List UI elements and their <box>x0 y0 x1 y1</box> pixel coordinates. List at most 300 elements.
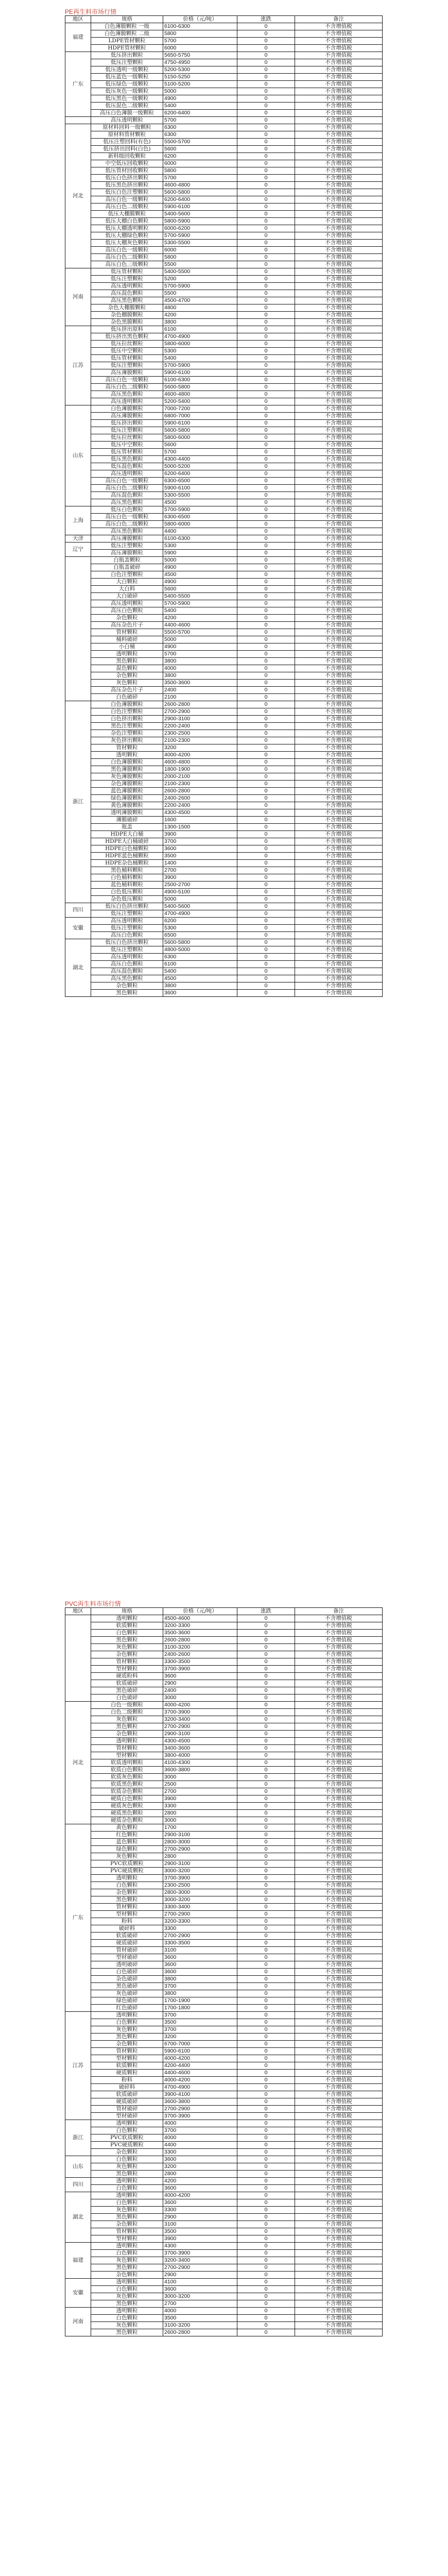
change-cell: 0 <box>237 2055 295 2062</box>
product-cell: 高压混色颗粒 <box>91 492 163 499</box>
price-cell: 4600-4800 <box>163 391 237 398</box>
price-cell: 2700-2900 <box>163 1846 237 1853</box>
table-row <box>65 333 383 341</box>
note-cell: 不含增值税 <box>295 131 383 139</box>
price-cell: 5600-5800 <box>163 939 237 946</box>
note-cell: 不含增值税 <box>295 1630 383 1637</box>
product-cell: 灰色挤出颗粒 <box>91 737 163 744</box>
change-cell: 0 <box>237 153 295 160</box>
product-cell: HDPE大白桶破碎 <box>91 838 163 845</box>
product-cell: 白色颗粒 <box>91 1882 163 1889</box>
product-cell: 高压白色二级颗粒 <box>91 254 163 261</box>
price-cell: 4000-4200 <box>163 752 237 759</box>
table-row <box>65 2098 383 2106</box>
change-cell: 0 <box>237 1961 295 1969</box>
note-cell: 不含增值税 <box>295 88 383 95</box>
note-cell: 不含增值税 <box>295 550 383 557</box>
price-table-1 <box>65 15 383 997</box>
table-row <box>65 2091 383 2098</box>
note-cell: 不含增值税 <box>295 1990 383 1997</box>
note-cell: 不含增值税 <box>295 1961 383 1969</box>
product-cell: 高压透明颗粒 <box>91 470 163 478</box>
note-cell: 不含增值税 <box>295 629 383 636</box>
change-cell: 0 <box>237 254 295 261</box>
table-row <box>65 377 383 384</box>
change-cell: 0 <box>237 809 295 817</box>
product-cell: 黑色颗粒 <box>91 2329 163 2336</box>
note-cell: 不含增值税 <box>295 1969 383 1976</box>
change-cell: 0 <box>237 160 295 167</box>
price-cell: 6000 <box>163 160 237 167</box>
change-cell: 0 <box>237 968 295 975</box>
product-cell: 黑色颗粒 <box>91 2033 163 2041</box>
product-cell: 黑色薄膜颗粒 <box>91 766 163 773</box>
change-cell: 0 <box>237 2250 295 2257</box>
price-cell: 6300 <box>163 131 237 139</box>
note-cell: 不含增值税 <box>295 1853 383 1860</box>
table-row <box>65 1904 383 1911</box>
table-row <box>65 1731 383 1738</box>
product-cell: 高压黑色颗粒 <box>91 528 163 535</box>
price-cell: 6300 <box>163 954 237 961</box>
price-cell: 4700-4900 <box>163 2084 237 2091</box>
note-cell: 不含增值税 <box>295 2214 383 2221</box>
product-cell: 管材颗粒 <box>91 744 163 752</box>
change-cell: 0 <box>237 268 295 276</box>
change-cell: 0 <box>237 643 295 651</box>
change-cell: 0 <box>237 312 295 319</box>
note-cell: 不含增值税 <box>295 427 383 434</box>
note-cell: 不含增值税 <box>295 773 383 781</box>
note-cell: 不含增值税 <box>295 124 383 131</box>
price-cell: 4400-4600 <box>163 622 237 629</box>
note-cell: 不含增值税 <box>295 355 383 362</box>
change-cell: 0 <box>237 1990 295 1997</box>
note-cell: 不含增值税 <box>295 1644 383 1651</box>
table-row <box>65 1875 383 1882</box>
note-cell: 不含增值税 <box>295 2178 383 2185</box>
price-cell: 5400 <box>163 103 237 110</box>
note-cell: 不含增值税 <box>295 2250 383 2257</box>
price-cell: 5700 <box>163 449 237 456</box>
region-cell: 辽宁 <box>65 543 91 557</box>
change-cell: 0 <box>237 867 295 874</box>
table-row <box>65 30 383 38</box>
header-region: 地区 <box>65 1608 91 1615</box>
product-cell: 透明破碎 <box>91 1961 163 1969</box>
table-row <box>65 824 383 831</box>
table-row <box>65 2178 383 2185</box>
note-cell: 不含增值税 <box>295 283 383 290</box>
note-cell: 不含增值税 <box>295 442 383 449</box>
region-cell: 湖北 <box>65 939 91 997</box>
product-cell: 低压管材颗粒 <box>91 355 163 362</box>
price-cell: 3700 <box>163 1983 237 1990</box>
price-cell: 6100 <box>163 961 237 968</box>
change-cell: 0 <box>237 925 295 932</box>
note-cell: 不含增值税 <box>295 117 383 124</box>
product-cell: 杂色破碎 <box>91 1976 163 1983</box>
product-cell: 瓶盖 <box>91 824 163 831</box>
table-row <box>65 2257 383 2264</box>
product-cell: 软质颗粒 <box>91 2062 163 2070</box>
note-cell: 不含增值税 <box>295 326 383 333</box>
price-cell: 5800-6000 <box>163 341 237 348</box>
note-cell: 不含增值税 <box>295 1658 383 1666</box>
change-cell: 0 <box>237 2070 295 2077</box>
product-cell: 杂色注塑颗粒 <box>91 730 163 737</box>
change-cell: 0 <box>237 1622 295 1630</box>
product-cell: 高压白色二级颗粒 <box>91 485 163 492</box>
change-cell: 0 <box>237 514 295 521</box>
change-cell: 0 <box>237 2041 295 2048</box>
change-cell: 0 <box>237 1817 295 1824</box>
note-cell: 不含增值税 <box>295 254 383 261</box>
table-row <box>65 362 383 369</box>
change-cell: 0 <box>237 889 295 896</box>
price-cell: 3600 <box>163 1673 237 1680</box>
change-cell: 0 <box>237 896 295 903</box>
note-cell: 不含增值税 <box>295 954 383 961</box>
product-cell: 低压挤出原料 <box>91 326 163 333</box>
table-row <box>65 680 383 687</box>
change-cell: 0 <box>237 405 295 413</box>
price-cell: 4900 <box>163 564 237 571</box>
price-cell: 5200-5400 <box>163 398 237 405</box>
table-row <box>65 131 383 139</box>
table-row <box>65 247 383 254</box>
change-cell: 0 <box>237 283 295 290</box>
change-cell: 0 <box>237 2156 295 2163</box>
price-cell: 6200-6400 <box>163 110 237 117</box>
price-cell: 1600 <box>163 817 237 824</box>
change-cell: 0 <box>237 189 295 196</box>
note-cell: 不含增值税 <box>295 1904 383 1911</box>
change-cell: 0 <box>237 853 295 860</box>
price-cell: 4100 <box>163 2279 237 2286</box>
change-cell: 0 <box>237 2033 295 2041</box>
note-cell: 不含增值税 <box>295 1702 383 1709</box>
change-cell: 0 <box>237 586 295 593</box>
table-row <box>65 759 383 766</box>
product-cell: 低压注塑颗粒 <box>91 946 163 954</box>
price-cell: 5800 <box>163 30 237 38</box>
product-cell: 透明颗粒 <box>91 1738 163 1745</box>
change-cell: 0 <box>237 1911 295 1918</box>
product-cell: 硬质黑色颗粒 <box>91 1810 163 1817</box>
product-cell: 硬质粉料 <box>91 1673 163 1680</box>
product-cell: 低压注塑颗粒 <box>91 925 163 932</box>
price-cell: 5000 <box>163 88 237 95</box>
price-cell: 2900-3100 <box>163 1731 237 1738</box>
change-cell: 0 <box>237 492 295 499</box>
product-cell: 低压注塑颗粒 <box>91 543 163 550</box>
price-cell: 2900 <box>163 2272 237 2279</box>
change-cell: 0 <box>237 1702 295 1709</box>
product-cell: 黑色颗粒 <box>91 2300 163 2308</box>
product-cell: 绿色颗粒 <box>91 1846 163 1853</box>
table-row <box>65 1752 383 1759</box>
change-cell: 0 <box>237 456 295 463</box>
table-row <box>65 2264 383 2272</box>
price-cell: 4600-4800 <box>163 759 237 766</box>
product-cell: 高压混色颗粒 <box>91 290 163 297</box>
price-cell: 3600 <box>163 2156 237 2163</box>
note-cell: 不含增值税 <box>295 651 383 658</box>
change-cell: 0 <box>237 377 295 384</box>
product-cell: 杂色大棚膜颗粒 <box>91 304 163 312</box>
product-cell: 白色桶料颗粒 <box>91 874 163 882</box>
change-cell: 0 <box>237 1969 295 1976</box>
note-cell: 不含增值税 <box>295 925 383 932</box>
product-cell: 杂色黑膜颗粒 <box>91 319 163 326</box>
price-cell: 4000 <box>163 2120 237 2127</box>
price-cell: 6200 <box>163 918 237 925</box>
note-cell: 不含增值税 <box>295 478 383 485</box>
change-cell: 0 <box>237 45 295 52</box>
product-cell: 低压注塑颗粒 <box>91 276 163 283</box>
note-cell: 不含增值税 <box>295 1817 383 1824</box>
header-product: 规格 <box>91 16 163 23</box>
price-cell: 5700-5900 <box>163 283 237 290</box>
note-cell: 不含增值税 <box>295 30 383 38</box>
change-cell: 0 <box>237 2308 295 2315</box>
product-cell: 灰色薄膜颗粒 <box>91 773 163 781</box>
table-row <box>65 557 383 564</box>
table-row <box>65 550 383 557</box>
table-row <box>65 326 383 333</box>
table-row <box>65 52 383 59</box>
product-cell: 型材破碎 <box>91 2113 163 2120</box>
change-cell: 0 <box>237 817 295 824</box>
change-cell: 0 <box>237 319 295 326</box>
note-cell: 不含增值税 <box>295 2308 383 2315</box>
note-cell: 不含增值税 <box>295 2113 383 2120</box>
change-cell: 0 <box>237 81 295 88</box>
product-cell: 杂色颗粒 <box>91 1731 163 1738</box>
region-cell: 浙江 <box>65 2120 91 2156</box>
table-row <box>65 38 383 45</box>
note-cell: 不含增值税 <box>295 449 383 456</box>
price-cell: 4500 <box>163 975 237 982</box>
price-cell: 4300 <box>163 2243 237 2250</box>
table-row <box>65 2127 383 2134</box>
product-cell: 透明颗粒 <box>91 752 163 759</box>
change-cell: 0 <box>237 124 295 131</box>
header-note: 备注 <box>295 1608 383 1615</box>
change-cell: 0 <box>237 1759 295 1767</box>
table-row <box>65 2033 383 2041</box>
change-cell: 0 <box>237 716 295 723</box>
product-cell: 管材颗粒 <box>91 1745 163 1752</box>
price-cell: 3800 <box>163 1976 237 1983</box>
note-cell: 不含增值税 <box>295 2062 383 2070</box>
region-cell: 浙江 <box>65 701 91 903</box>
note-cell: 不含增值税 <box>295 910 383 918</box>
price-cell: 3200-3400 <box>163 1716 237 1723</box>
change-cell: 0 <box>237 564 295 571</box>
note-cell: 不含增值税 <box>295 1925 383 1933</box>
change-cell: 0 <box>237 1954 295 1961</box>
note-cell: 不含增值税 <box>295 391 383 398</box>
header-price: 价格（元/吨） <box>163 16 237 23</box>
product-cell: 高压杂色片子 <box>91 622 163 629</box>
price-cell: 3200-3400 <box>163 2257 237 2264</box>
price-cell: 3000-3200 <box>163 2293 237 2300</box>
product-cell: 高压白色一级颗粒 <box>91 478 163 485</box>
price-cell: 2800 <box>163 1853 237 1860</box>
change-cell: 0 <box>237 845 295 853</box>
price-cell: 2700-2900 <box>163 2106 237 2113</box>
table-row <box>65 543 383 550</box>
product-cell: 高压白色二级颗粒 <box>91 521 163 528</box>
note-cell: 不含增值税 <box>295 975 383 982</box>
note-cell: 不含增值税 <box>295 1651 383 1658</box>
change-cell: 0 <box>237 1810 295 1817</box>
product-cell: 软质白色颗粒 <box>91 1767 163 1774</box>
price-cell: 2900-3100 <box>163 716 237 723</box>
change-cell: 0 <box>237 1630 295 1637</box>
change-cell: 0 <box>237 2286 295 2293</box>
note-cell: 不含增值税 <box>295 1716 383 1723</box>
table-row <box>65 607 383 615</box>
table-row <box>65 146 383 153</box>
note-cell: 不含增值税 <box>295 2192 383 2199</box>
table-row <box>65 629 383 636</box>
note-cell: 不含增值税 <box>295 759 383 766</box>
table-row <box>65 2192 383 2199</box>
table-row <box>65 622 383 629</box>
price-cell: 2700 <box>163 867 237 874</box>
product-cell: 杂色棚膜颗粒 <box>91 312 163 319</box>
table-row <box>65 990 383 997</box>
note-cell: 不含增值税 <box>295 946 383 954</box>
table-row <box>65 672 383 680</box>
note-cell: 不含增值税 <box>295 506 383 514</box>
price-cell: 4000-4200 <box>163 1702 237 1709</box>
table-row <box>65 2207 383 2214</box>
note-cell: 不含增值税 <box>295 543 383 550</box>
change-cell: 0 <box>237 413 295 420</box>
region-cell: 四川 <box>65 903 91 918</box>
table-row <box>65 160 383 167</box>
price-cell: 4400-4600 <box>163 2070 237 2077</box>
note-cell: 不含增值税 <box>295 1723 383 1731</box>
change-cell: 0 <box>237 535 295 543</box>
change-cell: 0 <box>237 701 295 708</box>
change-cell: 0 <box>237 2192 295 2199</box>
change-cell: 0 <box>237 658 295 665</box>
table-row <box>65 946 383 954</box>
product-cell: 透明颗粒 <box>91 1875 163 1882</box>
table-row <box>65 2048 383 2055</box>
note-cell: 不含增值税 <box>295 1918 383 1925</box>
product-cell: 中空低压回收颗粒 <box>91 160 163 167</box>
price-cell: 6800-7000 <box>163 413 237 420</box>
price-cell: 4500 <box>163 571 237 579</box>
change-cell: 0 <box>237 1752 295 1759</box>
table-row <box>65 478 383 485</box>
price-cell: 2800-3000 <box>163 1889 237 1896</box>
change-cell: 0 <box>237 557 295 564</box>
change-cell: 0 <box>237 478 295 485</box>
table-row <box>65 716 383 723</box>
note-cell: 不含增值税 <box>295 1846 383 1853</box>
note-cell: 不含增值税 <box>295 838 383 845</box>
note-cell: 不含增值税 <box>295 521 383 528</box>
table-row <box>65 2286 383 2293</box>
product-cell: 高压薄膜颗粒 <box>91 413 163 420</box>
product-cell: 白色颗粒 <box>91 2185 163 2192</box>
region-cell: 上海 <box>65 506 91 535</box>
change-cell: 0 <box>237 2134 295 2142</box>
product-cell: 型材颗粒 <box>91 2055 163 2062</box>
price-cell: 3900 <box>163 831 237 838</box>
note-cell: 不含增值税 <box>295 2019 383 2026</box>
region-cell: 四川 <box>65 2178 91 2192</box>
header-change: 涨跌 <box>237 16 295 23</box>
note-cell: 不含增值税 <box>295 607 383 615</box>
note-cell: 不含增值税 <box>295 1687 383 1694</box>
change-cell: 0 <box>237 579 295 586</box>
table-row <box>65 2250 383 2257</box>
table-row <box>65 1702 383 1709</box>
change-cell: 0 <box>237 730 295 737</box>
table-row <box>65 1911 383 1918</box>
product-cell: 灰色颗粒 <box>91 1644 163 1651</box>
price-cell: 3000 <box>163 1774 237 1781</box>
change-cell: 0 <box>237 485 295 492</box>
table-row <box>65 1940 383 1947</box>
change-cell: 0 <box>237 2106 295 2113</box>
price-cell: 4000-4200 <box>163 2192 237 2199</box>
price-cell: 3000 <box>163 1817 237 1824</box>
change-cell: 0 <box>237 1918 295 1925</box>
note-cell: 不含增值税 <box>295 1940 383 1947</box>
change-cell: 0 <box>237 59 295 66</box>
change-cell: 0 <box>237 211 295 218</box>
price-cell: 4000 <box>163 665 237 672</box>
note-cell: 不含增值税 <box>295 348 383 355</box>
change-cell: 0 <box>237 2098 295 2106</box>
note-cell: 不含增值税 <box>295 2149 383 2156</box>
note-cell: 不含增值税 <box>295 1824 383 1832</box>
change-cell: 0 <box>237 218 295 225</box>
product-cell: 破碎料 <box>91 2084 163 2091</box>
change-cell: 0 <box>237 1947 295 1954</box>
price-cell: 2400-2600 <box>163 795 237 802</box>
note-cell: 不含增值税 <box>295 593 383 600</box>
product-cell: 型材破碎 <box>91 1954 163 1961</box>
table-row <box>65 384 383 391</box>
note-cell: 不含增值税 <box>295 889 383 896</box>
change-cell: 0 <box>237 903 295 910</box>
table-row <box>65 1644 383 1651</box>
table-row <box>65 939 383 946</box>
price-cell: 2400-2600 <box>163 1651 237 1658</box>
product-cell: 黑色颗粒 <box>91 1637 163 1644</box>
price-cell: 4300-4400 <box>163 456 237 463</box>
note-cell: 不含增值税 <box>295 622 383 629</box>
price-cell: 3600 <box>163 2199 237 2207</box>
product-cell: HDPE蓝色桶颗粒 <box>91 853 163 860</box>
table-row <box>65 961 383 968</box>
table-row <box>65 788 383 795</box>
change-cell: 0 <box>237 651 295 658</box>
product-cell: 高压黑色颗粒 <box>91 499 163 506</box>
table-row <box>65 954 383 961</box>
price-cell: 6100-6300 <box>163 535 237 543</box>
